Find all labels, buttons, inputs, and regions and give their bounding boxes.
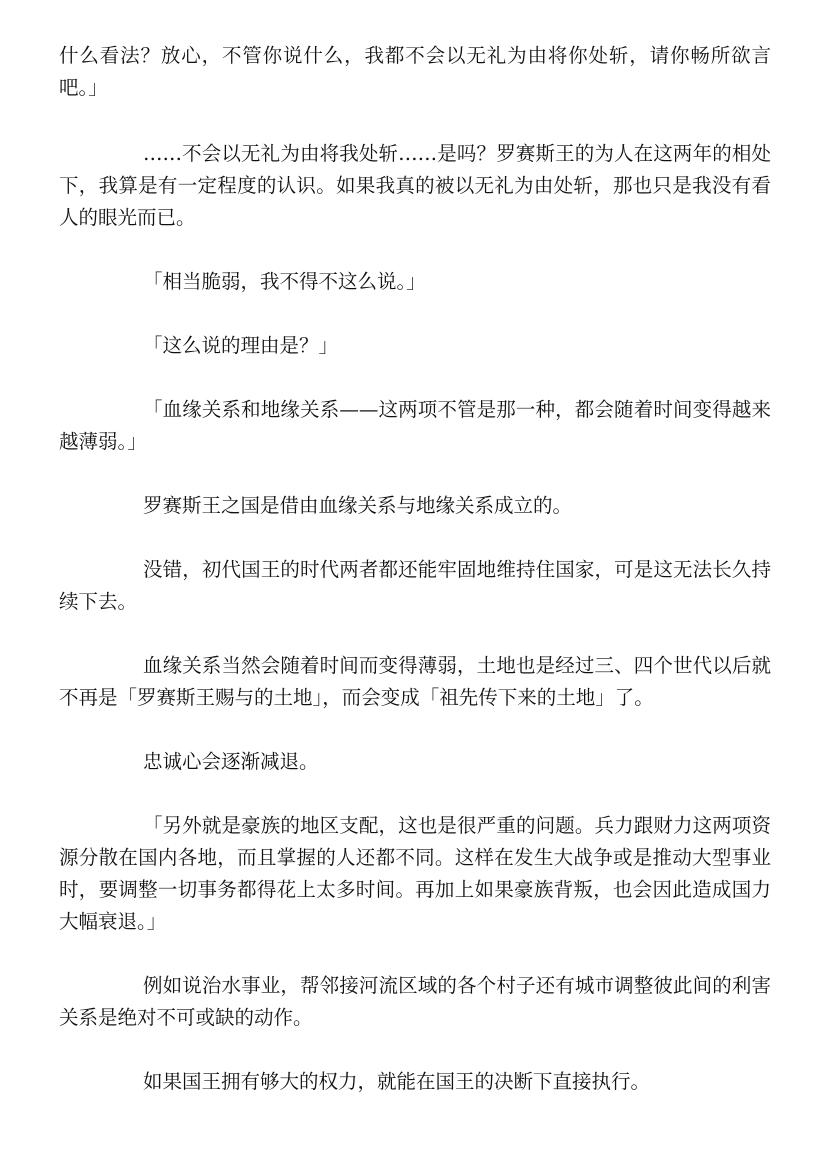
paragraph-narration: 例如说治水事业，帮邻接河流区域的各个村子还有城市调整彼此间的利害关系是绝对不可或缺的动作。	[59, 974, 771, 1029]
paragraph-dialogue: 「这么说的理由是？」	[143, 334, 339, 357]
paragraph-narration: 如果国王拥有够大的权力，就能在国王的决断下直接执行。	[143, 1070, 651, 1093]
paragraph-dialogue: 「相当脆弱，我不得不这么说。」	[143, 270, 426, 293]
paragraph-narration: ……不会以无礼为由将我处斩……是吗？罗赛斯王的为人在这两年的相处下，我算是有一定程度的认识。如果我真的被以无礼为由处斩，那也只是我没有看人的眼光而已。	[59, 142, 771, 229]
paragraph-narration: 忠诚心会逐渐减退。	[143, 750, 319, 773]
paragraph-dialogue: 「另外就是豪族的地区支配，这也是很严重的问题。兵力跟财力这两项资源分散在国内各地，而且掌握的人还都不同。这样在发生大战争或是推动大型事业时，要调整一切事务都得花上太多时间。再加上如果豪族背叛，也会因此造成国力大幅衰退。」	[59, 814, 771, 933]
paragraph-dialogue: 「血缘关系和地缘关系——这两项不管是那一种，都会随着时间变得越来越薄弱。」	[59, 398, 771, 453]
paragraph-continuation: 什么看法？放心，不管你说什么，我都不会以无礼为由将你处斩，请你畅所欲言吧。」	[59, 44, 771, 99]
paragraph-narration: 罗赛斯王之国是借由血缘关系与地缘关系成立的。	[143, 494, 573, 517]
paragraph-narration: 没错，初代国王的时代两者都还能牢固地维持住国家，可是这无法长久持续下去。	[59, 558, 771, 613]
paragraph-narration: 血缘关系当然会随着时间而变得薄弱，土地也是经过三、四个世代以后就不再是「罗赛斯王赐与的土地」，而会变成「祖先传下来的土地」了。	[59, 654, 771, 709]
